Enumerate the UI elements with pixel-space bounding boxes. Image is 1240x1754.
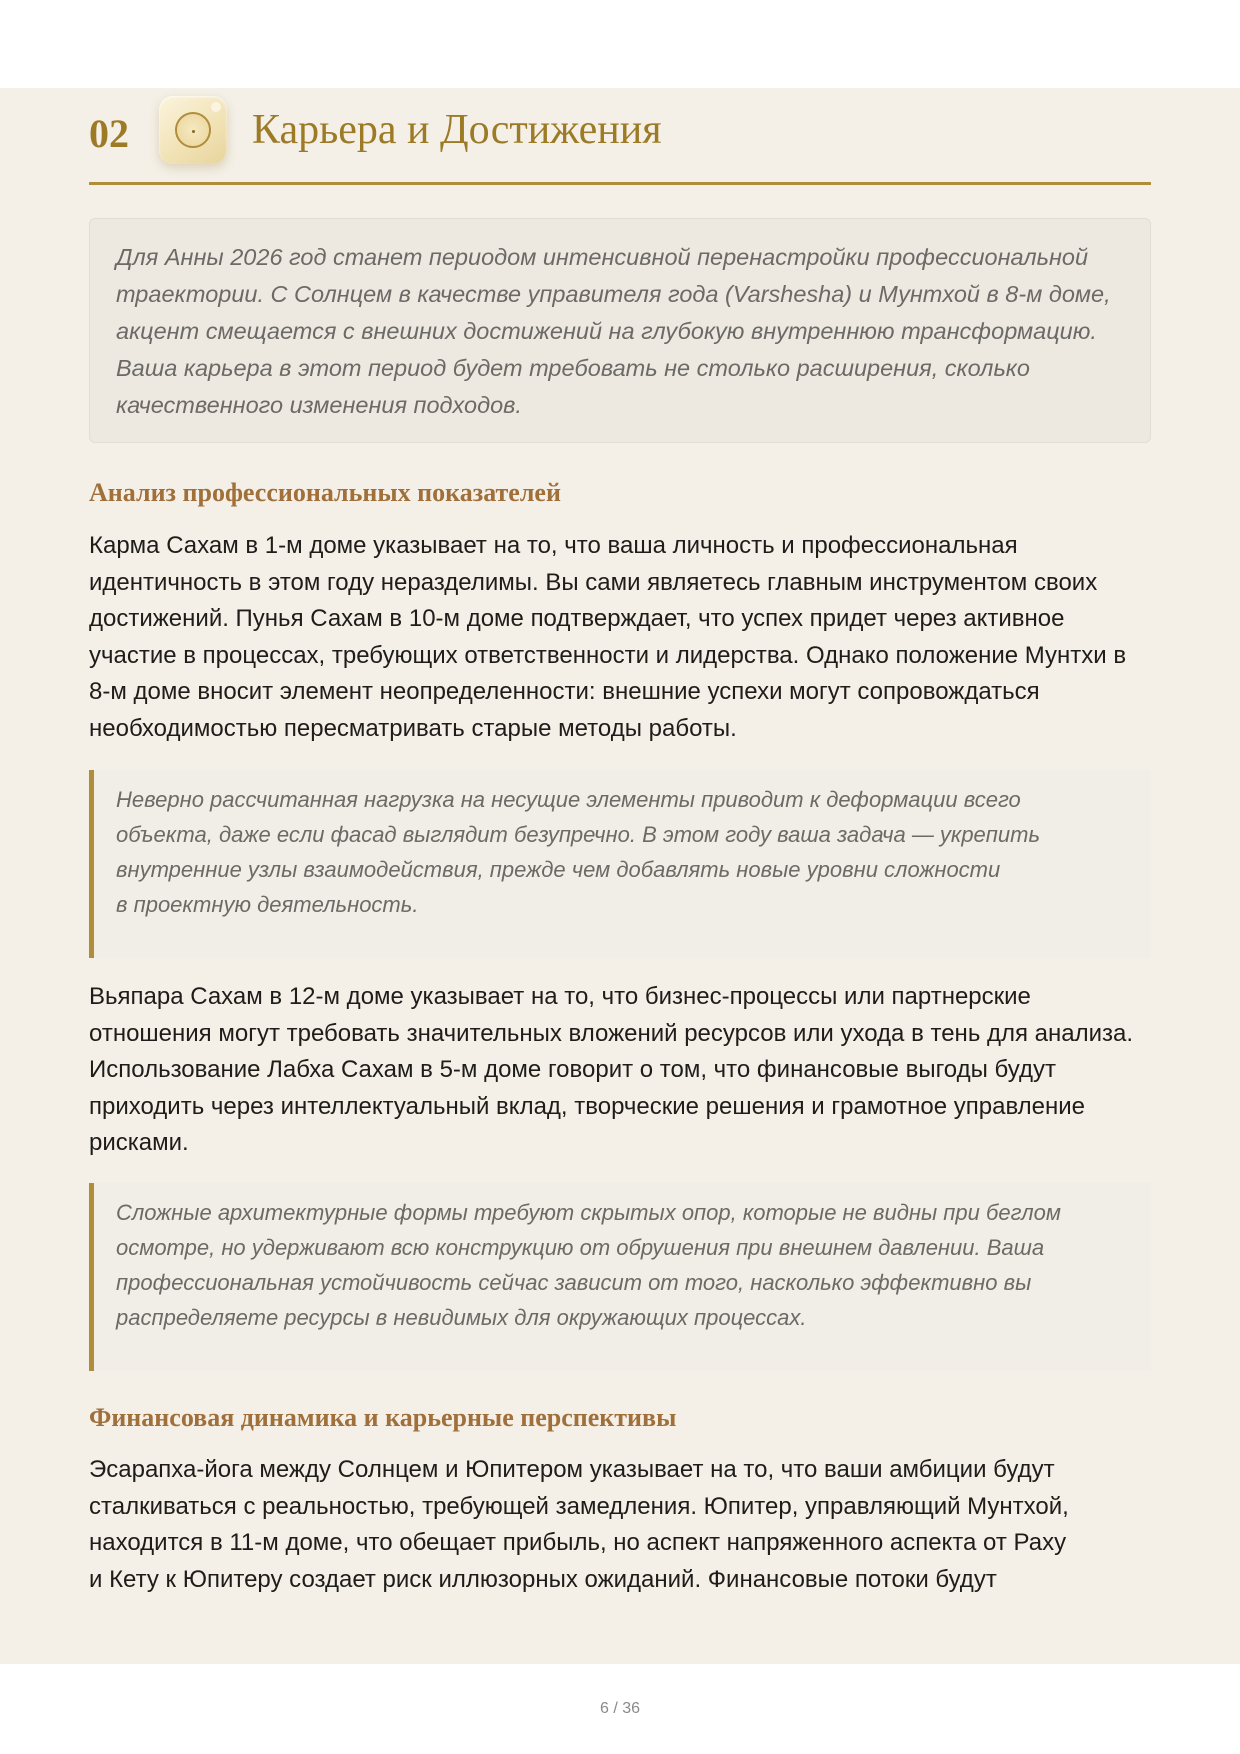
subheading-financial-dynamics: Финансовая динамика и карьерные перспективы [89, 1403, 677, 1432]
header-divider [89, 182, 1151, 185]
subheading-professional-analysis: Анализ профессиональных показателей [89, 478, 561, 507]
intro-box [89, 218, 1151, 443]
intro-text: Для Анны 2026 год станет периодом интенсивной перенастройки профессиональной траектории. С Солнцем в качестве управителя года (Varshesha) и Мунтхой в 8-м доме, акцент смещается с внешних достижений на глубокую внутреннюю трансформацию. Ваша карьера в этот период будет требовать не столько расширения, сколько качественного изменения подходов. [116, 244, 1111, 418]
quote-block-supports [89, 1183, 1151, 1371]
paragraph-karma-saham: Карма Сахам в 1-м доме указывает на то, что ваша личность и профессиональная идентичность в этом году неразделимы. Вы сами являетесь главным инструментом своих достижений. Пунья Сахам в 10-м доме подтверждает, что успех придет через активное участие в процессах, требующих ответственности и лидерства. Однако положение Мунтхи в 8-м доме вносит элемент неопределенности: внешние успехи могут сопровождаться необходимостью пересматривать старые методы работы. [89, 532, 1127, 742]
quote-block-load [89, 770, 1151, 958]
medallion-glint [211, 102, 221, 112]
quote-text: Неверно рассчитанная нагрузка на несущие элементы приводит к деформации всего объекта, даже если фасад выглядит безупречно. В этом году ваша задача — укрепить внутренние узлы взаимодействия, прежде чем добавлять новые уровни сложности в проектную деятельность. [116, 787, 1041, 917]
sun-medallion-icon [159, 96, 227, 164]
medallion-center-dot [192, 130, 195, 133]
quote-text: Сложные архитектурные формы требуют скрытых опор, которые не видны при беглом осмотре, но удерживают всю конструкцию от обрушения при внешнем давлении. Ваша профессиональная устойчивость сейчас зависит от того, насколько эффективно вы распределяете ресурсы в невидимых для окружающих процессах. [116, 1200, 1061, 1330]
paragraph-esarapha-yoga: Эсарапха-йога между Солнцем и Юпитером указывает на то, что ваши амбиции будут сталкиваться с реальностью, требующей замедления. Юпитер, управляющий Мунтхой, находится в 11-м доме, что обещает прибыль, но аспект напряженного аспекта от Раху и Кету к Юпитеру создает риск иллюзорных ожиданий. Финансовые потоки будут [89, 1456, 1069, 1593]
section-number: 02 [89, 111, 129, 156]
section-header [89, 88, 1151, 184]
paragraph-vyapara-saham: Вьяпара Сахам в 12-м доме указывает на то, что бизнес-процессы или партнерские отношения могут требовать значительных вложений ресурсов или ухода в тень для анализа. Использование Лабха Сахам в 5-м доме говорит о том, что финансовые выгоды будут приходить через интеллектуальный вклад, творческие решения и грамотное управление рисками. [89, 983, 1134, 1156]
section-title: Карьера и Достижения [252, 107, 662, 153]
page-indicator: 6 / 36 [599, 1700, 641, 1717]
